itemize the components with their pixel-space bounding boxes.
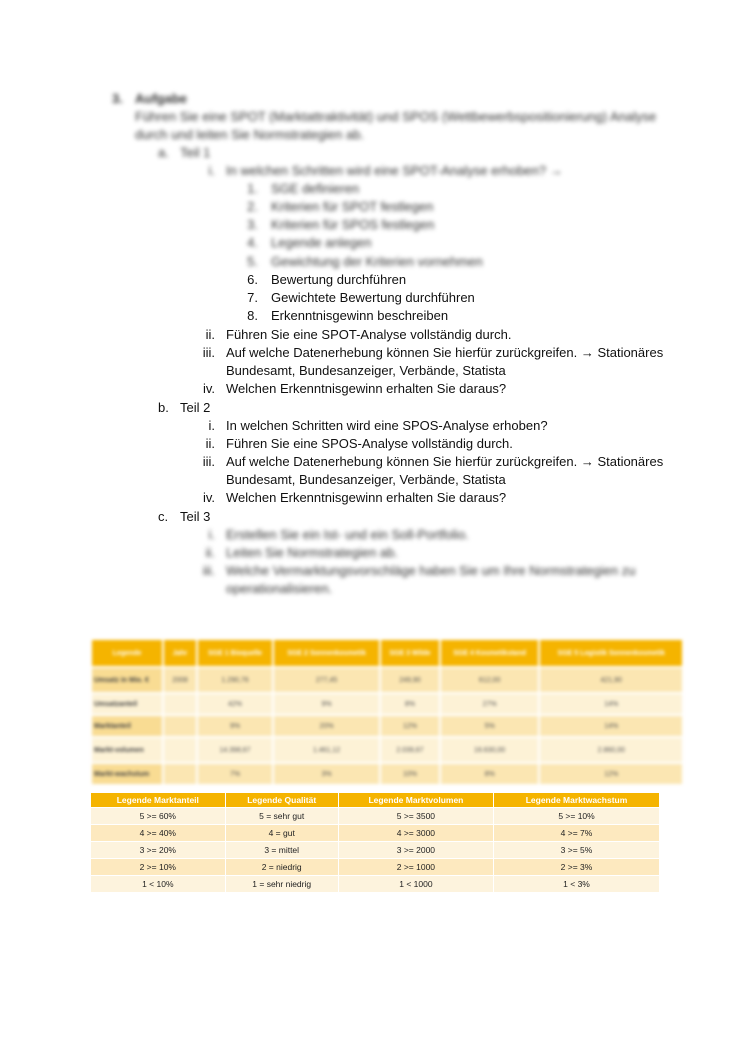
part-a-q2-text: Führen Sie eine SPOT-Analyse vollständig durch. (226, 327, 512, 342)
step-number: 2. (247, 199, 258, 214)
table-cell: 5% (440, 715, 540, 737)
part-b-q1-marker: i. (208, 418, 215, 433)
table-row (91, 667, 683, 693)
part-a-q3-marker: iii. (202, 345, 215, 360)
legend-cell: 3 = mittel (225, 842, 338, 859)
legend-cell: 2 = niedrig (225, 859, 338, 876)
part-b-q1-text: In welchen Schritten wird eine SPOS-Analyse erhoben? (226, 418, 548, 433)
table-cell: 1.290,76 (197, 667, 273, 693)
table-cell: 249,90 (380, 667, 440, 693)
table-cell: 8% (440, 763, 540, 785)
table-header-cell: SGE 2 Sonnenkosmetik (273, 639, 380, 667)
table-row (91, 693, 683, 715)
table-cell (163, 693, 197, 715)
table-header-cell: SGE 5 Logistik Sonnenkosmetik (539, 639, 683, 667)
table-cell: 20% (273, 715, 380, 737)
legend-cell: 3 >= 5% (494, 842, 660, 859)
legend-cell: 1 < 10% (91, 876, 226, 893)
part-a-q3-text: Auf welche Datenerhebung können Sie hierfür zurückgreifen. → Stationäres (226, 345, 664, 360)
part-a-q4-text: Welchen Erkenntnisgewinn erhalten Sie daraus? (226, 381, 507, 396)
table-cell: 612,00 (440, 667, 540, 693)
table-cell: 3% (273, 763, 380, 785)
legend-cell: 4 >= 40% (91, 825, 226, 842)
part-b-q3-continuation: Bundesamt, Bundesanzeiger, Verbände, Statista (226, 472, 506, 487)
legend-row (91, 859, 660, 876)
legend-cell: 2 >= 1000 (338, 859, 493, 876)
part-c-q2-marker: ii. (205, 545, 215, 560)
step-text: Gewichtung der Kriterien vornehmen (271, 254, 483, 269)
table-cell: 2.039,67 (380, 737, 440, 763)
table-cell: 14.398,67 (197, 737, 273, 763)
legend-cell: 1 = sehr niedrig (225, 876, 338, 893)
table-cell: 8% (380, 693, 440, 715)
legend-header-marktwachstum: Legende Marktwachstum (494, 793, 660, 808)
step-text: SGE definieren (271, 181, 360, 196)
table-row (91, 737, 683, 763)
table-cell: 27% (440, 693, 540, 715)
table-cell: 9% (273, 693, 380, 715)
step-number: 8. (247, 308, 258, 323)
table-cell: Markt-volumen (91, 737, 163, 763)
legend-cell: 5 >= 60% (91, 808, 226, 825)
legend-cell: 5 = sehr gut (225, 808, 338, 825)
table-cell: Umsatzanteil (91, 693, 163, 715)
table-cell: 277,45 (273, 667, 380, 693)
legend-cell: 4 = gut (225, 825, 338, 842)
legend-header-row (91, 793, 660, 808)
table-cell: 14% (539, 715, 683, 737)
table-cell: Markt-wachstum (91, 763, 163, 785)
part-b-q2-text: Führen Sie eine SPOS-Analyse vollständig durch. (226, 436, 513, 451)
step-text: Kriterien für SPOT festlegen (271, 199, 434, 214)
table-cell (163, 737, 197, 763)
sge-data-table (90, 638, 684, 786)
part-b-q3-text: Auf welche Datenerhebung können Sie hierfür zurückgreifen. → Stationäres (226, 454, 664, 469)
legend-cell: 4 >= 7% (494, 825, 660, 842)
table-cell: 7% (197, 763, 273, 785)
step-number: 1. (247, 181, 258, 196)
table-cell: Umsatz in Mio. € (91, 667, 163, 693)
part-b-q2-marker: ii. (205, 436, 215, 451)
table-header-cell: Legende (91, 639, 163, 667)
legend-row (91, 825, 660, 842)
table-cell (163, 715, 197, 737)
legend-cell: 3 >= 20% (91, 842, 226, 859)
step-number: 7. (247, 290, 258, 305)
part-b-q4-text: Welchen Erkenntnisgewinn erhalten Sie daraus? (226, 490, 507, 505)
table-cell: 2008 (163, 667, 197, 693)
step-number: 5. (247, 254, 258, 269)
part-b-marker: b. (158, 400, 169, 415)
part-c-q1-text: Erstellen Sie ein Ist- und ein Soll-Portfolio. (226, 527, 469, 542)
legend-cell: 4 >= 3000 (338, 825, 493, 842)
legend-cell: 5 >= 10% (494, 808, 660, 825)
table-cell: 9% (197, 715, 273, 737)
legend-cell: 2 >= 3% (494, 859, 660, 876)
part-a-q1-marker: i. (208, 163, 215, 178)
table-header-cell: SGE 1 Bioquelle (197, 639, 273, 667)
table-cell: 42% (197, 693, 273, 715)
table-cell: 421,90 (539, 667, 683, 693)
table-header-row (91, 639, 683, 667)
table-cell: 12% (380, 715, 440, 737)
task-title: Aufgabe (135, 91, 187, 106)
part-c-q3-marker: iii. (202, 563, 215, 578)
table-cell: 16.630,00 (440, 737, 540, 763)
part-b-q3-marker: iii. (202, 454, 215, 469)
table-cell: 12% (539, 763, 683, 785)
table-cell: 10% (380, 763, 440, 785)
legend-row (91, 842, 660, 859)
step-text: Bewertung durchführen (271, 272, 407, 287)
part-a-q4-marker: iv. (202, 381, 215, 396)
part-c-q1-marker: i. (208, 527, 215, 542)
part-a-q2-marker: ii. (205, 327, 215, 342)
task-number: 3. (112, 91, 123, 106)
step-text: Legende anlegen (271, 235, 372, 250)
legend-header-marktvolumen: Legende Marktvolumen (338, 793, 493, 808)
part-b-title: Teil 2 (180, 400, 211, 415)
legend-header-marktanteil: Legende Marktanteil (91, 793, 226, 808)
step-text: Gewichtete Bewertung durchführen (271, 290, 475, 305)
part-b-q4-marker: iv. (202, 490, 215, 505)
legend-cell: 3 >= 2000 (338, 842, 493, 859)
part-a-q1-text: In welchen Schritten wird eine SPOT-Analyse erhoben? → (226, 163, 563, 178)
part-a-marker: a. (158, 145, 169, 160)
table-cell: Marktanteil (91, 715, 163, 737)
table-row (91, 715, 683, 737)
part-c-q2-text: Leiten Sie Normstrategien ab. (226, 545, 398, 560)
step-number: 3. (247, 217, 258, 232)
table-row (91, 763, 683, 785)
task-intro-line2: durch und leiten Sie Normstrategien ab. (135, 127, 365, 142)
part-c-marker: c. (158, 509, 169, 524)
part-a-q3-continuation: Bundesamt, Bundesanzeiger, Verbände, Statista (226, 363, 506, 378)
legend-cell: 2 >= 10% (91, 859, 226, 876)
step-number: 4. (247, 235, 258, 250)
part-a-title: Teil 1 (180, 145, 211, 160)
step-text: Erkenntnisgewinn beschreiben (271, 308, 449, 323)
table-cell (163, 763, 197, 785)
part-c-q3-text: Welche Vermarktungsvorschläge haben Sie um Ihre Normstrategien zu (226, 563, 636, 578)
legend-table (90, 792, 660, 893)
part-c-title: Teil 3 (180, 509, 211, 524)
step-text: Kriterien für SPOS festlegen (271, 217, 435, 232)
part-c-q3-continuation: operationalisieren. (226, 581, 333, 596)
legend-cell: 1 < 3% (494, 876, 660, 893)
table-header-cell: SGE 3 Wilde (380, 639, 440, 667)
table-header-cell: SGE 4 Kosmetikstand (440, 639, 540, 667)
legend-cell: 1 < 1000 (338, 876, 493, 893)
task-intro-line1: Führen Sie eine SPOT (Marktattraktivität) und SPOS (Wettbewerbspositionierung) Analyse (135, 109, 657, 124)
table-header-cell: Jahr (163, 639, 197, 667)
table-cell: 2.860,00 (539, 737, 683, 763)
table-cell: 1.461,12 (273, 737, 380, 763)
legend-cell: 5 >= 3500 (338, 808, 493, 825)
legend-row (91, 876, 660, 893)
legend-row (91, 808, 660, 825)
step-number: 6. (247, 272, 258, 287)
legend-header-qualitaet: Legende Qualität (225, 793, 338, 808)
table-cell: 14% (539, 693, 683, 715)
